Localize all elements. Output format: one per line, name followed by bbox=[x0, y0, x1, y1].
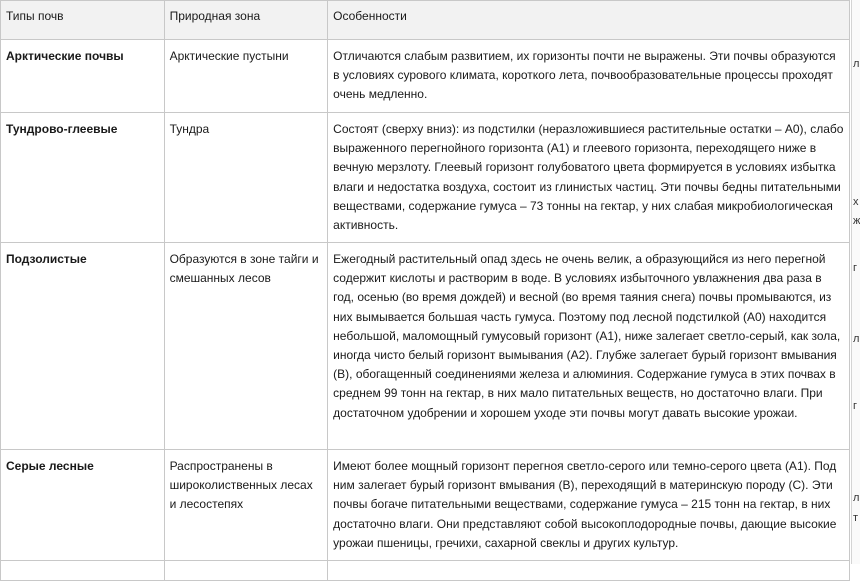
table-row bbox=[1, 243, 850, 450]
features-cell: Ежегодный растительный опад здесь не очень велик, а образующийся из него перегной содержит кислоты и растворим в воде. В условиях избыточного увлажнения два раза в год, осенью (во время дождей) и весной (во время таяния снега) почвы промываются, из них вымывается большая часть гумуса. Поэтому под лесной подстилкой (А0) находится небольшой, маломощный гумусовый горизонт (А1), ниже залегает светло-серый, как зола, иногда чисто белый горизонт вымывания (А2). Глубже залегает бурый горизонт вмывания (В), обогащенный соединениями железа и алюминия. Содержание гумуса в этих почвах в среднем 99 тонн на гектар, в них мало питательных веществ, но достаточно влаги. При достаточном удобрении и хорошем уходе эти почвы могут давать высокие урожаи. bbox=[328, 243, 850, 450]
cut-off-text: г bbox=[853, 262, 858, 274]
header-features: Особенности bbox=[328, 1, 850, 40]
table-header-row bbox=[1, 1, 850, 40]
table-row bbox=[1, 40, 850, 113]
soil-type-cell: Подзолистые bbox=[1, 243, 165, 450]
header-soil-type: Типы почв bbox=[1, 1, 165, 40]
soil-type-cell: Серые лесные bbox=[1, 450, 165, 561]
header-natural-zone: Природная зона bbox=[164, 1, 328, 40]
adjacent-column-edge bbox=[851, 0, 860, 564]
features-cell: Состоят (сверху вниз): из подстилки (неразложившиеся растительные остатки – А0), слабо выраженного перегнойного горизонта (А1) и глеевого горизонта, переходящего ниже в вечную мерзлоту. Глеевый горизонт голубоватого цвета формируется в условиях избытка влаги и недостатка воздуха, состоит из глинистых частиц. Эти почвы бедны питательными веществами, содержание гумуса – 73 тонны на гектар, у них слабая микробиологическая активность. bbox=[328, 113, 850, 243]
cut-off-text: х bbox=[853, 196, 859, 208]
soil-type-cell: Тундрово-глеевые bbox=[1, 113, 165, 243]
cut-off-text: л bbox=[853, 58, 860, 70]
natural-zone-cell: Тундра bbox=[164, 113, 328, 243]
features-cell: Имеют более мощный горизонт перегноя светло-серого или темно-серого цвета (А1). Под ним залегает бурый горизонт вмывания (В), переходящий в материнскую породу (С). Эти почвы богаче питательными веществами, содержание гумуса – 215 тонн на гектар, в них достаточно влаги. Они представляют собой высокоплодородные почвы, дающие высокие урожаи пшеницы, гречихи, сахарной свеклы и других культур. bbox=[328, 450, 850, 561]
natural-zone-cell: Арктические пустыни bbox=[164, 40, 328, 113]
soil-type-cell: Арктические почвы bbox=[1, 40, 165, 113]
natural-zone-cell: Образуются в зоне тайги и смешанных лесов bbox=[164, 243, 328, 450]
cut-off-text: ж bbox=[853, 215, 860, 227]
features-cell: Отличаются слабым развитием, их горизонты почти не выражены. Эти почвы образуются в условиях сурового климата, короткого лета, почвообразовательные процессы проходят очень медленно. bbox=[328, 40, 850, 113]
cut-off-text: л bbox=[853, 333, 860, 345]
cut-off-text: т bbox=[853, 512, 859, 524]
cut-off-text: г bbox=[853, 400, 858, 412]
cut-off-text: л bbox=[853, 492, 860, 504]
natural-zone-cell: Распространены в широколиственных лесах и лесостепях bbox=[164, 450, 328, 561]
table-row bbox=[1, 113, 850, 243]
table-row bbox=[1, 450, 850, 561]
